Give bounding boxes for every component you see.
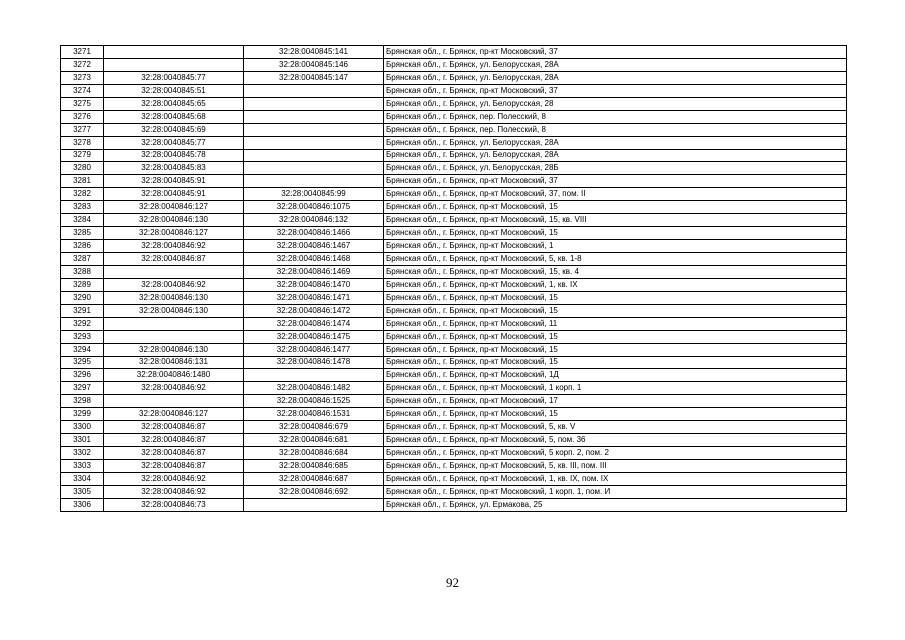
address-cell: Брянская обл., г. Брянск, пр-кт Московский, 15 [384,201,847,214]
table-row [61,253,847,266]
parent-cadastral-cell: 32:28:0040846:127 [104,201,244,214]
address-cell: Брянская обл., г. Брянск, ул. Белорусская, 28 [384,97,847,110]
row-number-cell: 3289 [61,278,104,291]
cadastral-number-cell: 32:28:0040846:681 [244,434,384,447]
row-number-cell: 3305 [61,485,104,498]
cadastral-number-cell: 32:28:0040846:679 [244,421,384,434]
cadastral-number-cell: 32:28:0040846:684 [244,447,384,460]
parent-cadastral-cell: 32:28:0040845:83 [104,162,244,175]
cadastral-number-cell: 32:28:0040846:685 [244,460,384,473]
address-cell: Брянская обл., г. Брянск, пр-кт Московский, 37, пом. II [384,188,847,201]
table-row [61,304,847,317]
row-number-cell: 3291 [61,304,104,317]
cadastral-number-cell [244,136,384,149]
parent-cadastral-cell: 32:28:0040846:127 [104,408,244,421]
row-number-cell: 3294 [61,343,104,356]
parent-cadastral-cell: 32:28:0040846:87 [104,460,244,473]
address-cell: Брянская обл., г. Брянск, пр-кт Московский, 5, кв. V [384,421,847,434]
registry-table [60,45,847,512]
parent-cadastral-cell: 32:28:0040845:77 [104,71,244,84]
address-cell: Брянская обл., г. Брянск, ул. Белорусская, 28А [384,136,847,149]
cadastral-number-cell: 32:28:0040846:1525 [244,395,384,408]
cadastral-number-cell [244,162,384,175]
address-cell: Брянская обл., г. Брянск, ул. Белорусская, 28А [384,71,847,84]
address-cell: Брянская обл., г. Брянск, пр-кт Московский, 37 [384,84,847,97]
table-row [61,369,847,382]
row-number-cell: 3271 [61,46,104,59]
table-row [61,317,847,330]
row-number-cell: 3303 [61,460,104,473]
parent-cadastral-cell: 32:28:0040846:87 [104,434,244,447]
parent-cadastral-cell: 32:28:0040846:73 [104,498,244,511]
cadastral-number-cell: 32:28:0040846:692 [244,485,384,498]
row-number-cell: 3286 [61,240,104,253]
parent-cadastral-cell: 32:28:0040845:91 [104,188,244,201]
cadastral-number-cell [244,149,384,162]
address-cell: Брянская обл., г. Брянск, пр-кт Московский, 1 корп. 1 [384,382,847,395]
parent-cadastral-cell: 32:28:0040846:92 [104,472,244,485]
table-row [61,343,847,356]
row-number-cell: 3279 [61,149,104,162]
table-row [61,58,847,71]
cadastral-number-cell: 32:28:0040846:1466 [244,227,384,240]
parent-cadastral-cell: 32:28:0040845:65 [104,97,244,110]
row-number-cell: 3306 [61,498,104,511]
table-row [61,278,847,291]
table-row [61,421,847,434]
address-cell: Брянская обл., г. Брянск, пр-кт Московский, 1 корп. 1, пом. И [384,485,847,498]
address-cell: Брянская обл., г. Брянск, ул. Белорусская, 28А [384,149,847,162]
row-number-cell: 3281 [61,175,104,188]
address-cell: Брянская обл., г. Брянск, ул. Белорусская, 28А [384,58,847,71]
address-cell: Брянская обл., г. Брянск, пр-кт Московский, 17 [384,395,847,408]
table-row [61,71,847,84]
cadastral-number-cell [244,97,384,110]
table-row [61,447,847,460]
address-cell: Брянская обл., г. Брянск, пр-кт Московский, 5, кв. III, пом. III [384,460,847,473]
row-number-cell: 3297 [61,382,104,395]
address-cell: Брянская обл., г. Брянск, пр-кт Московский, 37 [384,46,847,59]
table-row [61,356,847,369]
row-number-cell: 3304 [61,472,104,485]
table-row [61,46,847,59]
parent-cadastral-cell [104,395,244,408]
row-number-cell: 3283 [61,201,104,214]
table-row [61,162,847,175]
row-number-cell: 3276 [61,110,104,123]
table-row [61,97,847,110]
cadastral-number-cell: 32:28:0040846:1472 [244,304,384,317]
table-row [61,175,847,188]
cadastral-number-cell: 32:28:0040846:1478 [244,356,384,369]
row-number-cell: 3287 [61,253,104,266]
table-row [61,382,847,395]
table-row [61,110,847,123]
table-row [61,123,847,136]
cadastral-number-cell [244,110,384,123]
parent-cadastral-cell: 32:28:0040845:68 [104,110,244,123]
row-number-cell: 3302 [61,447,104,460]
parent-cadastral-cell: 32:28:0040846:130 [104,343,244,356]
cadastral-number-cell: 32:28:0040845:99 [244,188,384,201]
address-cell: Брянская обл., г. Брянск, пр-кт Московский, 15 [384,330,847,343]
cadastral-number-cell: 32:28:0040846:1477 [244,343,384,356]
table-row [61,265,847,278]
row-number-cell: 3295 [61,356,104,369]
address-cell: Брянская обл., г. Брянск, пр-кт Московский, 15 [384,343,847,356]
cadastral-number-cell [244,123,384,136]
row-number-cell: 3288 [61,265,104,278]
row-number-cell: 3299 [61,408,104,421]
row-number-cell: 3298 [61,395,104,408]
table-row [61,434,847,447]
parent-cadastral-cell: 32:28:0040846:127 [104,227,244,240]
row-number-cell: 3273 [61,71,104,84]
address-cell: Брянская обл., г. Брянск, пр-кт Московский, 15 [384,304,847,317]
row-number-cell: 3292 [61,317,104,330]
row-number-cell: 3280 [61,162,104,175]
table-row [61,498,847,511]
row-number-cell: 3300 [61,421,104,434]
table-row [61,227,847,240]
cadastral-number-cell [244,84,384,97]
row-number-cell: 3290 [61,291,104,304]
address-cell: Брянская обл., г. Брянск, пр-кт Московский, 5, кв. 1-8 [384,253,847,266]
parent-cadastral-cell [104,58,244,71]
parent-cadastral-cell: 32:28:0040845:78 [104,149,244,162]
cadastral-number-cell: 32:28:0040846:1075 [244,201,384,214]
parent-cadastral-cell [104,46,244,59]
table-row [61,395,847,408]
address-cell: Брянская обл., г. Брянск, ул. Белорусская, 28Б [384,162,847,175]
cadastral-number-cell: 32:28:0040845:141 [244,46,384,59]
cadastral-number-cell: 32:28:0040846:1471 [244,291,384,304]
table-row [61,201,847,214]
cadastral-number-cell: 32:28:0040846:1475 [244,330,384,343]
address-cell: Брянская обл., г. Брянск, пр-кт Московский, 15, кв. 4 [384,265,847,278]
table-row [61,460,847,473]
row-number-cell: 3278 [61,136,104,149]
parent-cadastral-cell: 32:28:0040845:51 [104,84,244,97]
cadastral-number-cell: 32:28:0040846:1531 [244,408,384,421]
cadastral-number-cell: 32:28:0040846:1467 [244,240,384,253]
table-row [61,149,847,162]
cadastral-number-cell: 32:28:0040846:1470 [244,278,384,291]
address-cell: Брянская обл., г. Брянск, пр-кт Московский, 15 [384,227,847,240]
address-cell: Брянская обл., г. Брянск, ул. Ермакова, 25 [384,498,847,511]
cadastral-number-cell [244,369,384,382]
table-row [61,136,847,149]
table-row [61,472,847,485]
row-number-cell: 3282 [61,188,104,201]
parent-cadastral-cell: 32:28:0040845:91 [104,175,244,188]
cadastral-number-cell: 32:28:0040846:687 [244,472,384,485]
table-row [61,84,847,97]
parent-cadastral-cell: 32:28:0040846:92 [104,278,244,291]
parent-cadastral-cell: 32:28:0040846:130 [104,291,244,304]
cadastral-number-cell: 32:28:0040846:132 [244,214,384,227]
cadastral-number-cell: 32:28:0040846:1474 [244,317,384,330]
address-cell: Брянская обл., г. Брянск, пр-кт Московский, 15 [384,291,847,304]
parent-cadastral-cell [104,317,244,330]
parent-cadastral-cell: 32:28:0040846:131 [104,356,244,369]
address-cell: Брянская обл., г. Брянск, пр-кт Московский, 15 [384,356,847,369]
address-cell: Брянская обл., г. Брянск, пр-кт Московский, 5 корп. 2, пом. 2 [384,447,847,460]
parent-cadastral-cell: 32:28:0040846:87 [104,447,244,460]
row-number-cell: 3284 [61,214,104,227]
table-row [61,485,847,498]
row-number-cell: 3272 [61,58,104,71]
address-cell: Брянская обл., г. Брянск, пр-кт Московский, 15, кв. VIII [384,214,847,227]
parent-cadastral-cell: 32:28:0040846:130 [104,214,244,227]
address-cell: Брянская обл., г. Брянск, пер. Полесский, 8 [384,110,847,123]
address-cell: Брянская обл., г. Брянск, пр-кт Московский, 11 [384,317,847,330]
parent-cadastral-cell: 32:28:0040846:1480 [104,369,244,382]
address-cell: Брянская обл., г. Брянск, пер. Полесский, 8 [384,123,847,136]
row-number-cell: 3277 [61,123,104,136]
address-cell: Брянская обл., г. Брянск, пр-кт Московский, 5, пом. 36 [384,434,847,447]
cadastral-number-cell: 32:28:0040846:1482 [244,382,384,395]
row-number-cell: 3285 [61,227,104,240]
table-row [61,240,847,253]
parent-cadastral-cell: 32:28:0040845:77 [104,136,244,149]
parent-cadastral-cell: 32:28:0040846:87 [104,253,244,266]
row-number-cell: 3301 [61,434,104,447]
parent-cadastral-cell: 32:28:0040846:130 [104,304,244,317]
parent-cadastral-cell: 32:28:0040846:87 [104,421,244,434]
table-body [61,46,847,512]
parent-cadastral-cell: 32:28:0040845:69 [104,123,244,136]
cadastral-number-cell: 32:28:0040846:1468 [244,253,384,266]
row-number-cell: 3274 [61,84,104,97]
table-row [61,330,847,343]
table-row [61,408,847,421]
row-number-cell: 3293 [61,330,104,343]
address-cell: Брянская обл., г. Брянск, пр-кт Московский, 37 [384,175,847,188]
cadastral-number-cell: 32:28:0040846:1469 [244,265,384,278]
cadastral-number-cell: 32:28:0040845:147 [244,71,384,84]
address-cell: Брянская обл., г. Брянск, пр-кт Московский, 1Д [384,369,847,382]
table-row [61,214,847,227]
address-cell: Брянская обл., г. Брянск, пр-кт Московский, 15 [384,408,847,421]
page-number: 92 [446,575,459,590]
cadastral-number-cell [244,498,384,511]
parent-cadastral-cell: 32:28:0040846:92 [104,485,244,498]
address-cell: Брянская обл., г. Брянск, пр-кт Московский, 1 [384,240,847,253]
parent-cadastral-cell: 32:28:0040846:92 [104,382,244,395]
row-number-cell: 3275 [61,97,104,110]
table-row [61,188,847,201]
address-cell: Брянская обл., г. Брянск, пр-кт Московский, 1, кв. IX, пом. IX [384,472,847,485]
address-cell: Брянская обл., г. Брянск, пр-кт Московский, 1, кв. IX [384,278,847,291]
cadastral-number-cell [244,175,384,188]
parent-cadastral-cell: 32:28:0040846:92 [104,240,244,253]
row-number-cell: 3296 [61,369,104,382]
table-row [61,291,847,304]
parent-cadastral-cell [104,265,244,278]
parent-cadastral-cell [104,330,244,343]
cadastral-number-cell: 32:28:0040845:146 [244,58,384,71]
